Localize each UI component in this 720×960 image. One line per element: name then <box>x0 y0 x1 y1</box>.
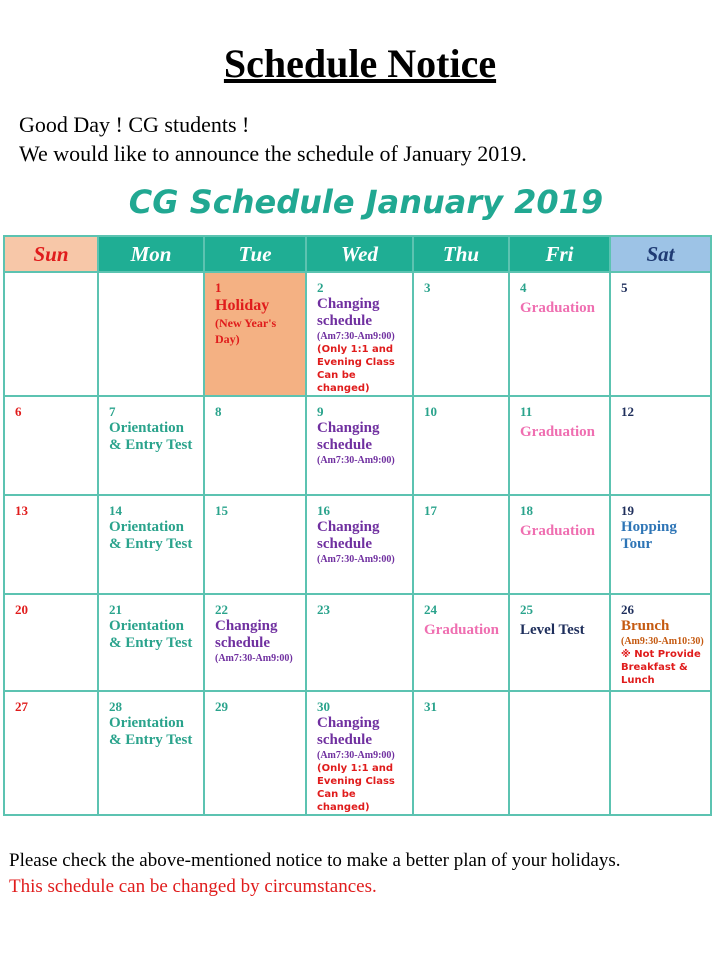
day-number: 27 <box>15 699 28 714</box>
greeting-line-2: We would like to announce the schedule of January 2019. <box>19 141 527 166</box>
calendar-day-cell <box>413 396 509 495</box>
day-number: 15 <box>215 503 228 518</box>
calendar-title: CG Schedule January 2019 <box>128 183 604 221</box>
weekday-header-row <box>4 236 711 272</box>
calendar-day-cell <box>413 272 509 396</box>
calendar-event: Brunch <box>621 618 670 634</box>
calendar-day-cell <box>610 495 711 594</box>
calendar-week-row <box>4 495 711 594</box>
calendar-day-cell <box>413 594 509 691</box>
calendar-event: Holiday <box>215 297 270 314</box>
calendar-day-cell <box>204 594 306 691</box>
calendar-event: (Am9:30-Am10:30) <box>621 636 704 647</box>
calendar-day-cell <box>306 396 413 495</box>
calendar-empty-cell <box>509 691 610 815</box>
weekday-sun: Sun <box>4 236 98 272</box>
day-number: 5 <box>621 280 628 295</box>
greeting-line-1: Good Day ! CG students ! <box>19 112 250 137</box>
calendar-event: (Only 1:1 and Evening Class Can be changed) <box>317 763 395 813</box>
calendar-day-cell <box>610 272 711 396</box>
day-number: 17 <box>424 503 437 518</box>
calendar-day-cell <box>204 495 306 594</box>
calendar-week-row <box>4 691 711 815</box>
calendar-event: Level Test <box>520 622 585 638</box>
calendar-empty-cell <box>98 272 204 396</box>
calendar-day-cell <box>98 396 204 495</box>
day-number: 1 <box>215 280 222 295</box>
calendar-event: Changing schedule <box>215 618 278 651</box>
day-number: 20 <box>15 602 28 617</box>
calendar-day-cell <box>306 691 413 815</box>
footer-warning: This schedule can be changed by circumstances. <box>9 876 377 897</box>
day-number: 23 <box>317 602 330 617</box>
calendar-day-cell <box>413 495 509 594</box>
day-number: 30 <box>317 699 330 714</box>
day-number: 7 <box>109 404 116 419</box>
day-number: 24 <box>424 602 437 617</box>
calendar-event: (Am7:30-Am9:00) <box>215 653 293 664</box>
calendar-day-cell <box>509 495 610 594</box>
day-number: 14 <box>109 503 122 518</box>
day-number: 25 <box>520 602 533 617</box>
calendar-day-cell <box>306 495 413 594</box>
day-number: 22 <box>215 602 228 617</box>
calendar-day-cell <box>509 272 610 396</box>
day-number: 29 <box>215 699 228 714</box>
day-number: 16 <box>317 503 330 518</box>
calendar-event: Changing schedule <box>317 519 380 552</box>
calendar-event: ※ Not Provide Breakfast & Lunch <box>621 649 701 686</box>
calendar-day-cell <box>98 594 204 691</box>
weekday-tue: Tue <box>204 236 306 272</box>
calendar-table <box>3 235 712 816</box>
day-number: 21 <box>109 602 122 617</box>
calendar-event: (Am7:30-Am9:00) <box>317 554 395 565</box>
calendar-day-cell <box>4 495 98 594</box>
calendar-event: Changing schedule <box>317 420 380 453</box>
calendar-week-row <box>4 272 711 396</box>
calendar-day-cell <box>4 691 98 815</box>
calendar-event: Graduation <box>424 622 500 638</box>
day-number: 11 <box>520 404 533 419</box>
calendar-day-cell <box>306 272 413 396</box>
page-title: Schedule Notice <box>223 41 497 86</box>
day-number: 28 <box>109 699 122 714</box>
day-number: 2 <box>317 280 324 295</box>
calendar-day-cell <box>98 495 204 594</box>
day-number: 31 <box>424 699 437 714</box>
day-number: 9 <box>317 404 324 419</box>
calendar-day-cell <box>610 396 711 495</box>
calendar-event: (Only 1:1 and Evening Class Can be changed) <box>317 344 395 394</box>
footer-line-1: Please check the above-mentioned notice to make a better plan of your holidays. <box>9 850 621 871</box>
calendar-event: Changing schedule <box>317 715 380 748</box>
calendar-event: (New Year's Day) <box>215 316 277 346</box>
day-number: 10 <box>424 404 437 419</box>
greeting <box>19 110 527 168</box>
weekday-wed: Wed <box>306 236 413 272</box>
calendar-event: Graduation <box>520 300 596 316</box>
calendar-week-row <box>4 396 711 495</box>
footer-notice <box>9 848 714 900</box>
calendar-week-row <box>4 594 711 691</box>
calendar-day-cell <box>610 594 711 691</box>
weekday-mon: Mon <box>98 236 204 272</box>
day-number: 6 <box>15 404 22 419</box>
day-number: 12 <box>621 404 634 419</box>
calendar-event: Graduation <box>520 424 596 440</box>
calendar-day-cell <box>4 594 98 691</box>
calendar-event: Orientation & Entry Test <box>109 519 193 552</box>
calendar-event: Orientation & Entry Test <box>109 618 193 651</box>
calendar-empty-cell <box>610 691 711 815</box>
weekday-thu: Thu <box>413 236 509 272</box>
calendar-day-cell <box>509 396 610 495</box>
calendar-event: Hopping Tour <box>621 519 677 552</box>
calendar-event: (Am7:30-Am9:00) <box>317 455 395 466</box>
calendar-event: (Am7:30-Am9:00) <box>317 750 395 761</box>
weekday-sat: Sat <box>610 236 711 272</box>
calendar-empty-cell <box>4 272 98 396</box>
calendar-day-cell <box>204 396 306 495</box>
calendar-event: Graduation <box>520 523 596 539</box>
calendar-event: Orientation & Entry Test <box>109 715 193 748</box>
calendar-day-cell <box>509 594 610 691</box>
calendar-day-cell <box>4 396 98 495</box>
weekday-fri: Fri <box>509 236 610 272</box>
day-number: 13 <box>15 503 28 518</box>
day-number: 8 <box>215 404 222 419</box>
calendar-event: Orientation & Entry Test <box>109 420 193 453</box>
day-number: 26 <box>621 602 634 617</box>
calendar-event: Changing schedule <box>317 296 380 329</box>
day-number: 3 <box>424 280 431 295</box>
day-number: 18 <box>520 503 533 518</box>
calendar-day-cell <box>98 691 204 815</box>
day-number: 19 <box>621 503 634 518</box>
calendar-day-cell <box>204 691 306 815</box>
calendar-event: (Am7:30-Am9:00) <box>317 331 395 342</box>
calendar-day-cell <box>204 272 306 396</box>
day-number: 4 <box>520 280 527 295</box>
calendar-day-cell <box>413 691 509 815</box>
calendar-day-cell <box>306 594 413 691</box>
